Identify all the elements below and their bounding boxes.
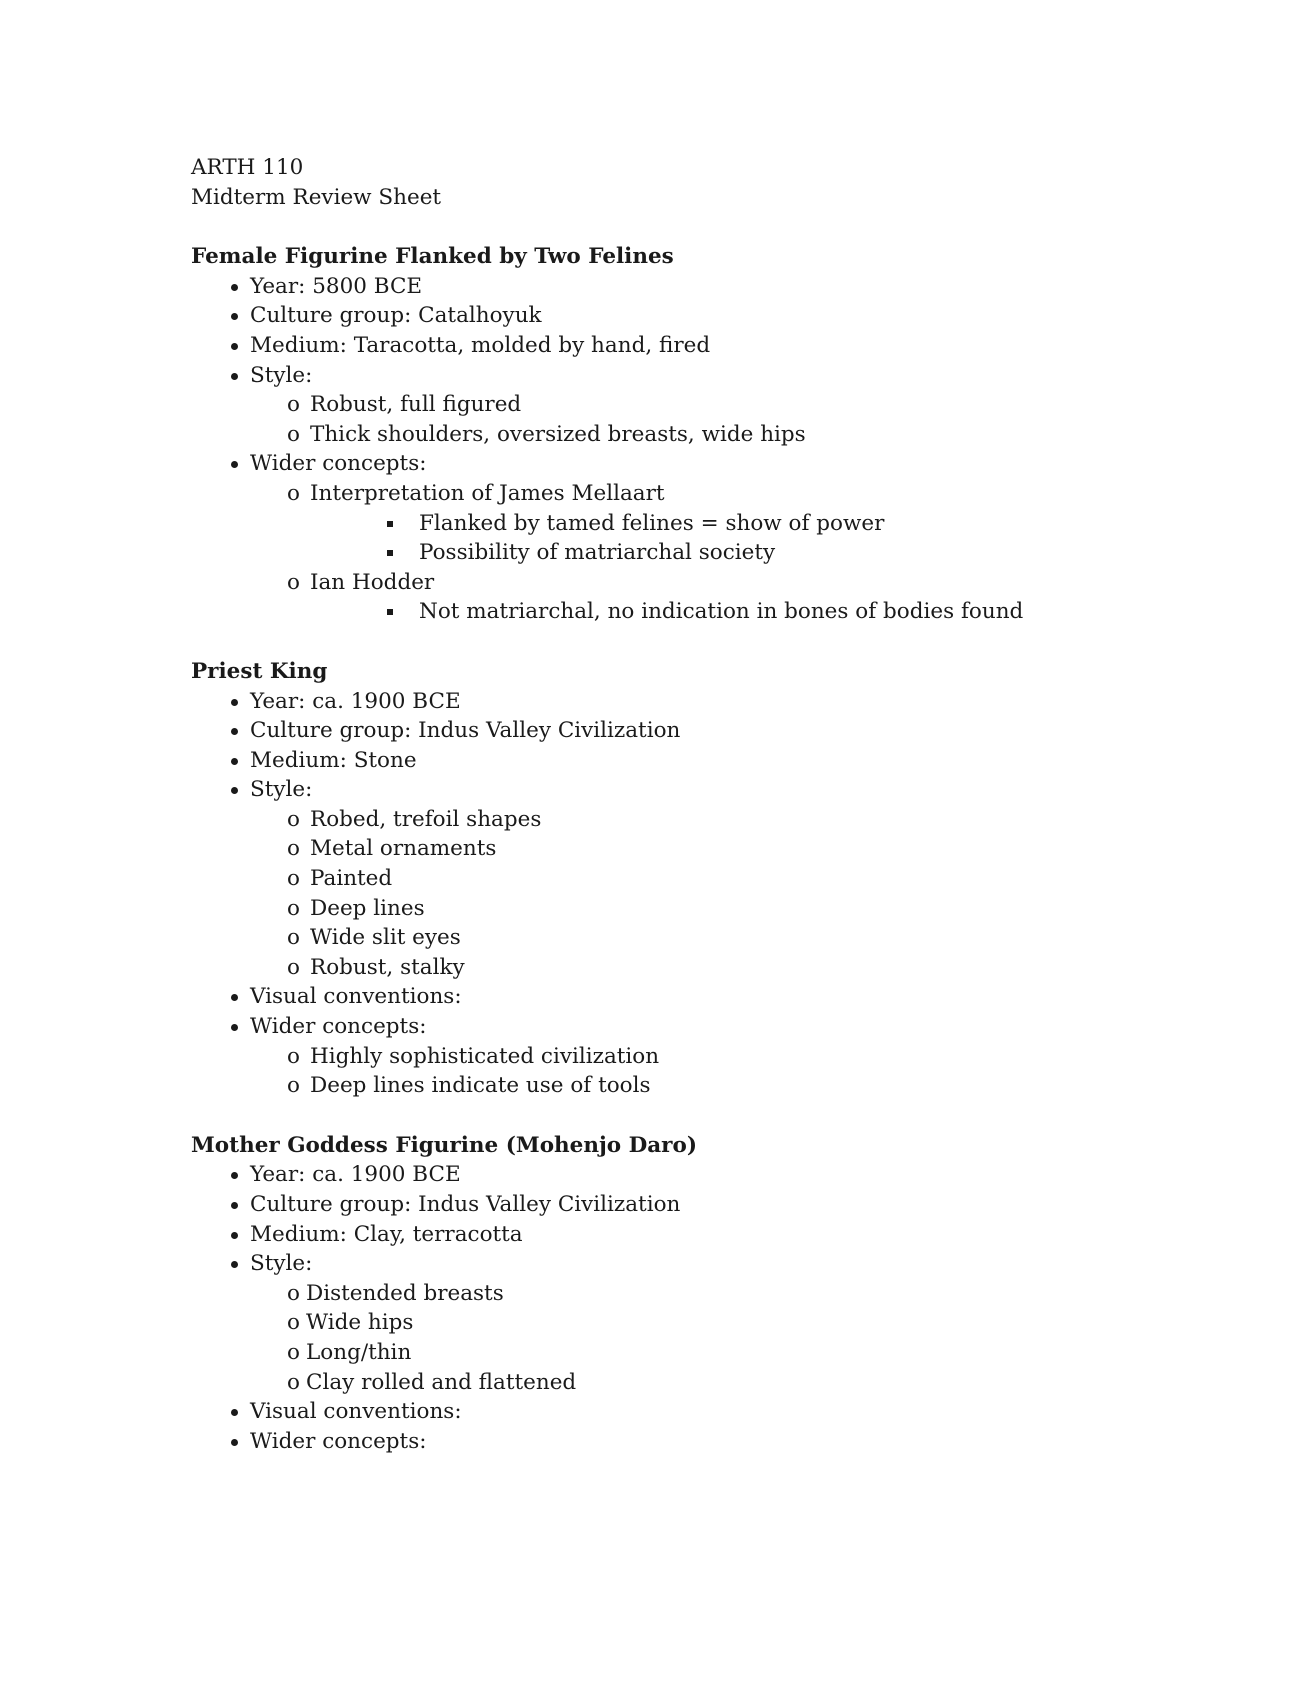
list-item-level-2 (191, 894, 1251, 924)
list-item-text: Flanked by tamed felines = show of power (419, 510, 885, 536)
list-item-level-2 (191, 1368, 1251, 1398)
list-item-text: Wide hips (306, 1310, 414, 1336)
disc-bullet-icon (231, 728, 238, 735)
list-item-text: Possibility of matriarchal society (419, 540, 776, 566)
disc-bullet-icon (231, 699, 238, 706)
list-item-level-1 (191, 1249, 1251, 1279)
list-item-text: Medium: Clay, terracotta (250, 1221, 523, 1247)
list-item-text: Thick shoulders, oversized breasts, wide hips (310, 421, 806, 447)
circle-bullet-icon: o (287, 954, 300, 980)
list-item-level-1 (191, 775, 1251, 805)
section (191, 657, 1251, 1101)
disc-bullet-icon (231, 284, 238, 291)
list-item-text: Year: ca. 1900 BCE (250, 688, 461, 714)
disc-bullet-icon (231, 343, 238, 350)
circle-bullet-icon: o (287, 925, 300, 951)
list-item-level-2 (191, 1279, 1251, 1309)
list-item-level-2 (191, 805, 1251, 835)
list-item-level-3 (191, 597, 1251, 627)
list-item-level-1 (191, 301, 1251, 331)
list-item-level-2 (191, 420, 1251, 450)
list-item-text: Distended breasts (306, 1280, 504, 1306)
circle-bullet-icon: o (287, 421, 300, 447)
disc-bullet-icon (231, 994, 238, 1001)
list-item-text: Year: ca. 1900 BCE (250, 1162, 461, 1188)
list-item-level-2 (191, 1071, 1251, 1101)
square-bullet-icon (387, 521, 393, 527)
section-title: Mother Goddess Figurine (Mohenjo Daro) (191, 1132, 697, 1158)
list-item-level-2 (191, 1308, 1251, 1338)
list-item-text: Robed, trefoil shapes (310, 806, 542, 832)
list-item-level-1 (191, 1160, 1251, 1190)
list-item-text: Medium: Taracotta, molded by hand, fired (250, 332, 711, 358)
list-item-level-2 (191, 568, 1251, 598)
list-item-text: Painted (310, 866, 393, 892)
disc-bullet-icon (231, 373, 238, 380)
circle-bullet-icon: o (287, 836, 300, 862)
list-item-level-1 (191, 1220, 1251, 1250)
circle-bullet-icon: o (287, 1043, 300, 1069)
list-item-level-2 (191, 390, 1251, 420)
list-item-text: Robust, full figured (310, 392, 522, 418)
list-item-text: Wider concepts: (250, 1014, 427, 1040)
list-item-level-1 (191, 687, 1251, 717)
disc-bullet-icon (231, 461, 238, 468)
list-item-level-1 (191, 449, 1251, 479)
list-item-level-2 (191, 479, 1251, 509)
sections-container (191, 242, 1251, 1456)
disc-bullet-icon (231, 1232, 238, 1239)
list-item-level-2 (191, 1338, 1251, 1368)
circle-bullet-icon: o (287, 1073, 300, 1099)
section-spacer (191, 627, 1251, 657)
list-item-level-2 (191, 1042, 1251, 1072)
disc-bullet-icon (231, 1261, 238, 1268)
list-item-text: Style: (250, 362, 313, 388)
list-item-text: Culture group: Catalhoyuk (250, 303, 542, 329)
disc-bullet-icon (231, 313, 238, 320)
list-item-level-1 (191, 1397, 1251, 1427)
list-item-level-1 (191, 1427, 1251, 1457)
list-item-text: Long/thin (306, 1339, 412, 1365)
list-item-text: Robust, stalky (310, 954, 465, 980)
list-item-text: Culture group: Indus Valley Civilization (250, 718, 681, 744)
list-item-text: Wider concepts: (250, 451, 427, 477)
disc-bullet-icon (231, 1409, 238, 1416)
circle-bullet-icon: o (287, 895, 300, 921)
section (191, 242, 1251, 627)
square-bullet-icon (387, 609, 393, 615)
disc-bullet-icon (231, 758, 238, 765)
circle-bullet-icon: o (287, 866, 300, 892)
circle-bullet-icon: o (287, 1339, 300, 1365)
list-item-level-2 (191, 864, 1251, 894)
list-item-text: Visual conventions: (250, 1399, 462, 1425)
circle-bullet-icon: o (287, 480, 300, 506)
list-item-text: Medium: Stone (250, 747, 417, 773)
disc-bullet-icon (231, 1172, 238, 1179)
disc-bullet-icon (231, 787, 238, 794)
list-item-level-1 (191, 716, 1251, 746)
list-item-text: Visual conventions: (250, 984, 462, 1010)
list-item-text: Style: (250, 777, 313, 803)
disc-bullet-icon (231, 1024, 238, 1031)
review-sheet-page (191, 153, 1251, 1456)
list-item-level-1 (191, 982, 1251, 1012)
list-item-level-1 (191, 272, 1251, 302)
list-item-level-1 (191, 746, 1251, 776)
disc-bullet-icon (231, 1439, 238, 1446)
disc-bullet-icon (231, 1202, 238, 1209)
list-item-text: Ian Hodder (310, 569, 435, 595)
list-item-level-1 (191, 1012, 1251, 1042)
list-item-text: Year: 5800 BCE (250, 273, 423, 299)
list-item-text: Not matriarchal, no indication in bones of bodies found (419, 599, 1024, 625)
list-item-text: Highly sophisticated civilization (310, 1043, 660, 1069)
list-item-text: Interpretation of James Mellaart (310, 480, 665, 506)
circle-bullet-icon: o (287, 1310, 300, 1336)
list-item-level-3 (191, 538, 1251, 568)
list-item-text: Wide slit eyes (310, 925, 461, 951)
list-item-level-3 (191, 509, 1251, 539)
list-item-level-1 (191, 361, 1251, 391)
course-code: ARTH 110 (191, 155, 304, 180)
list-item-text: Clay rolled and flattened (306, 1369, 577, 1395)
list-item-text: Style: (250, 1251, 313, 1277)
circle-bullet-icon: o (287, 392, 300, 418)
circle-bullet-icon: o (287, 569, 300, 595)
list-item-level-2 (191, 834, 1251, 864)
circle-bullet-icon: o (287, 806, 300, 832)
list-item-level-1 (191, 1190, 1251, 1220)
spacer (191, 212, 1251, 242)
list-item-text: Culture group: Indus Valley Civilization (250, 1192, 681, 1217)
list-item-text: Deep lines (310, 895, 425, 921)
section-title: Priest King (191, 658, 328, 684)
circle-bullet-icon: o (287, 1280, 300, 1306)
list-item-text: Metal ornaments (310, 836, 497, 862)
document-subtitle: Midterm Review Sheet (191, 184, 442, 210)
circle-bullet-icon: o (287, 1369, 300, 1395)
list-item-level-2 (191, 953, 1251, 983)
section-title: Female Figurine Flanked by Two Felines (191, 244, 674, 270)
list-item-text: Wider concepts: (250, 1428, 427, 1454)
list-item-text: Deep lines indicate use of tools (310, 1073, 651, 1099)
square-bullet-icon (387, 550, 393, 556)
section-spacer (191, 1101, 1251, 1131)
list-item-level-2 (191, 923, 1251, 953)
section (191, 1131, 1251, 1457)
list-item-level-1 (191, 331, 1251, 361)
